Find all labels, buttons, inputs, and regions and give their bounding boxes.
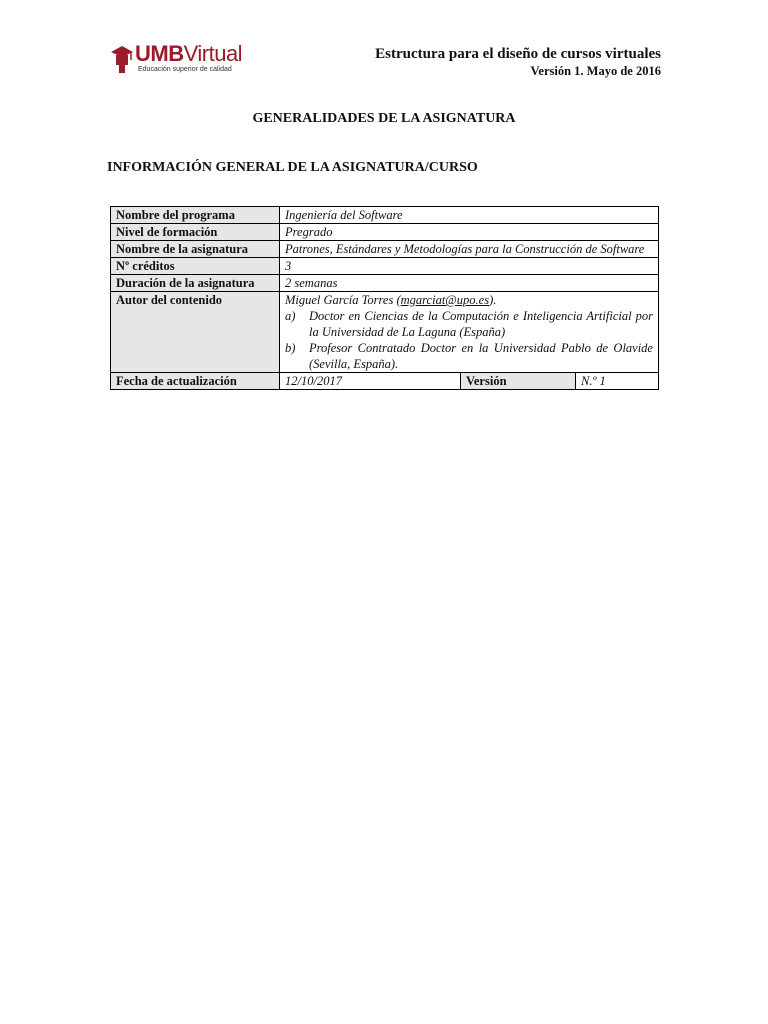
row-value: Patrones, Estándares y Metodologías para la Construcción de Software [280,241,659,258]
table-row [111,292,659,373]
author-cell [280,292,659,373]
row-label: Autor del contenido [111,292,280,373]
version-value: N.º 1 [576,373,659,390]
list-item [285,340,653,372]
update-date: 12/10/2017 [280,373,461,390]
table-row [111,373,659,390]
row-label: Nº créditos [111,258,280,275]
course-info-table [110,206,659,390]
list-marker: a) [285,309,296,323]
author-name-end: ). [489,293,497,307]
table-row [111,224,659,241]
row-value: 3 [280,258,659,275]
row-label: Nombre del programa [111,207,280,224]
row-label: Fecha de actualización [111,373,280,390]
section-title: GENERALIDADES DE LA ASIGNATURA [252,111,516,126]
list-marker: b) [285,341,296,355]
logo-wordmark: UMBVirtual [135,41,243,66]
subsection-title: INFORMACIÓN GENERAL DE LA ASIGNATURA/CURSO [107,160,478,175]
document-header-version: Versión 1. Mayo de 2016 [530,64,661,78]
row-value: 2 semanas [280,275,659,292]
author-name-line [285,292,653,308]
umb-virtual-logo [110,42,250,78]
table-row [111,207,659,224]
table-row [111,275,659,292]
row-label: Nivel de formación [111,224,280,241]
list-item [285,308,653,340]
author-email-link[interactable]: mgarciat@upo.es [400,293,490,307]
graduation-cap-icon [110,44,134,74]
table-row [111,258,659,275]
author-name: Miguel García Torres ( [285,293,401,307]
row-value: Ingeniería del Software [280,207,659,224]
version-label: Versión [461,373,576,390]
document-header-title: Estructura para el diseño de cursos virtuales [375,46,661,62]
row-label: Duración de la asignatura [111,275,280,292]
list-text: Doctor en Ciencias de la Computación e Inteligencia Artificial por la Universidad de La Laguna (España) [309,309,653,339]
logo-tagline: Educación superior de calidad [138,66,232,73]
table-row [111,241,659,258]
row-label: Nombre de la asignatura [111,241,280,258]
list-text: Profesor Contratado Doctor en la Universidad Pablo de Olavide (Sevilla, España). [309,341,653,371]
row-value: Pregrado [280,224,659,241]
